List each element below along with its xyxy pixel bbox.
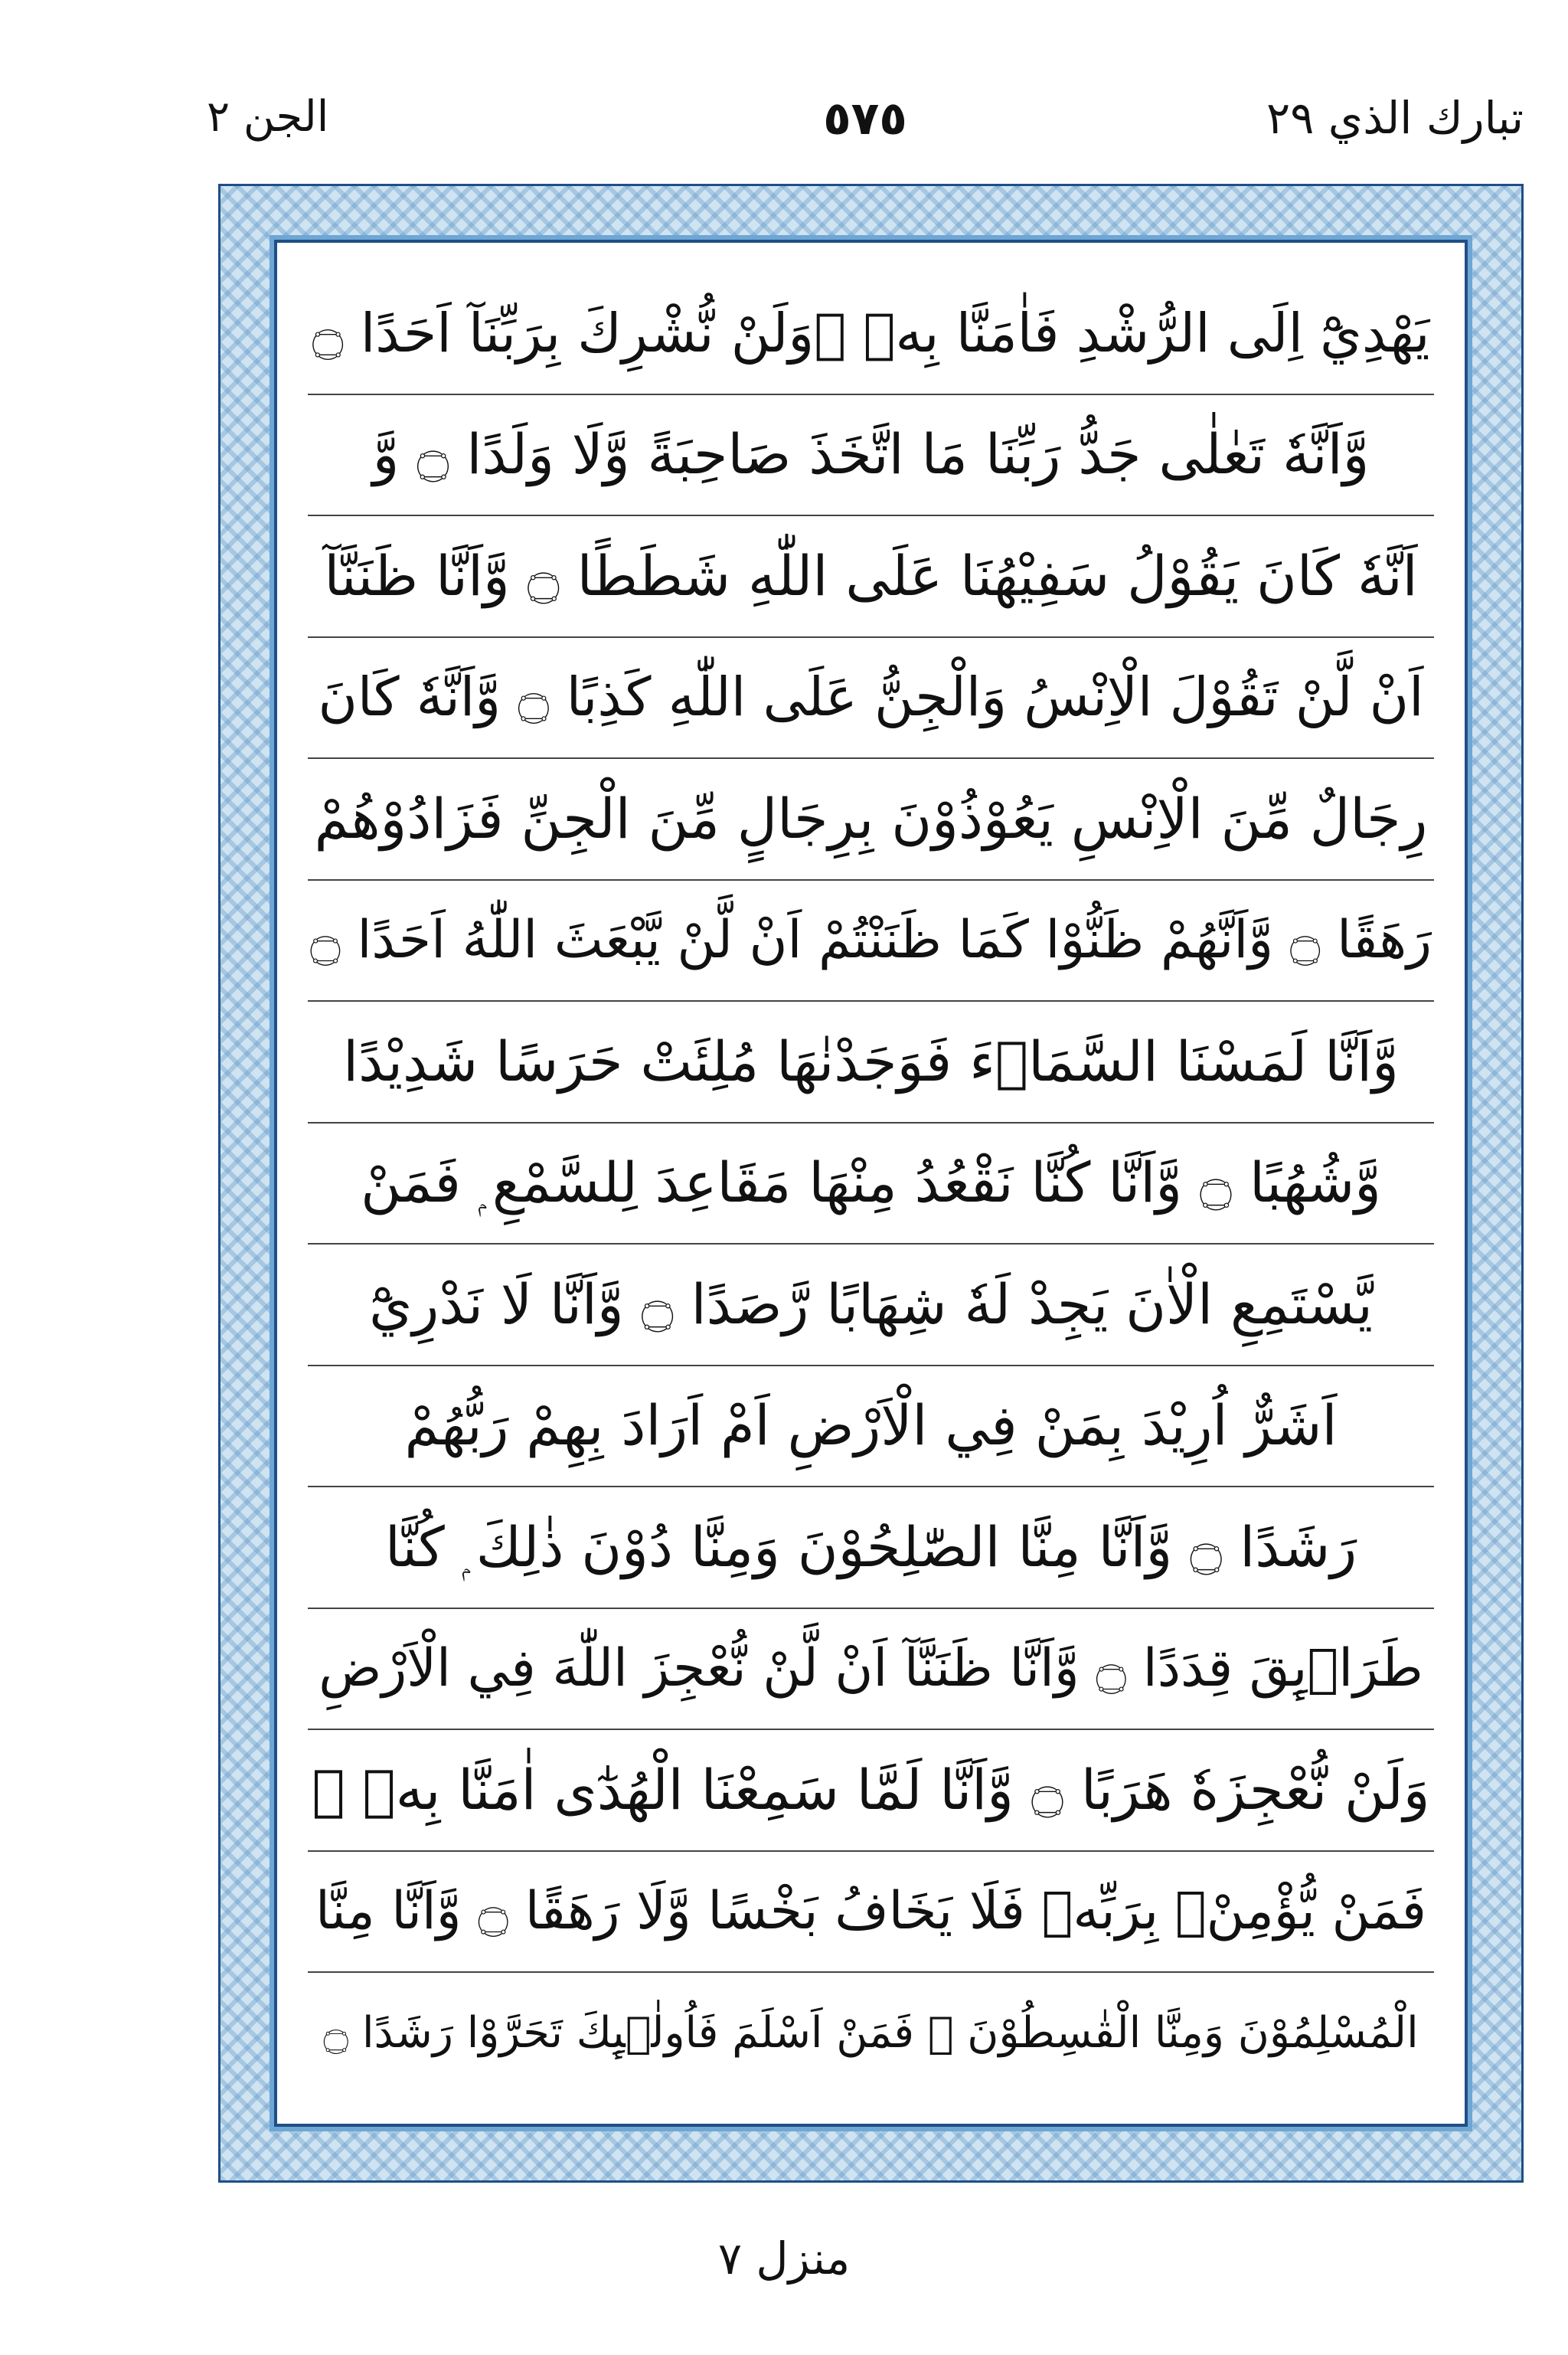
verse-line-11: رَشَدًا ۝ وَّاَنَّا مِنَّا الصّٰلِحُوْنَ وَمِنَّا دُوْنَ ذٰلِكَ ۭ كُنَّا — [308, 1487, 1434, 1609]
verse-lines — [308, 273, 1434, 2093]
verse-line-13: وَلَنْ نُّعْجِزَهٗ هَرَبًا ۝ وَّاَنَّا لَمَّا سَمِعْنَا الْهُدٰٓى اٰمَنَّا بِهٖ ۭ — [308, 1730, 1434, 1852]
verse-line-9: يَّسْتَمِعِ الْاٰنَ يَجِدْ لَهٗ شِهَابًا رَّصَدًا ۝ وَّاَنَّا لَا نَدْرِيْٓ — [308, 1245, 1434, 1366]
verse-line-10: اَشَرٌّ اُرِيْدَ بِمَنْ فِي الْاَرْضِ اَمْ اَرَادَ بِهِمْ رَبُّهُمْ — [308, 1366, 1434, 1488]
juz-name: تبارك الذي ٢٩ — [1266, 92, 1524, 144]
verse-line-5: رِجَالٌ مِّنَ الْاِنْسِ يَعُوْذُوْنَ بِرِجَالٍ مِّنَ الْجِنِّ فَزَادُوْهُمْ — [308, 759, 1434, 881]
verse-line-15: الْمُسْلِمُوْنَ وَمِنَّا الْقٰسِطُوْنَ ۭ فَمَنْ اَسْلَمَ فَاُولٰۗىِٕكَ تَحَرَّوْا رَشَدًا ۝ — [323, 2007, 1419, 2058]
verse-line-14: فَمَنْ يُّؤْمِنْۢ بِرَبِّهٖ فَلَا يَخَافُ بَخْسًا وَّلَا رَهَقًا ۝ وَّاَنَّا مِنَّا — [308, 1852, 1434, 1974]
verse-line-2: وَّاَنَّهٗ تَعٰلٰى جَدُّ رَبِّنَا مَا اتَّخَذَ صَاحِبَةً وَّلَا وَلَدًا ۝ وَّ — [308, 395, 1434, 517]
verse-line-6: رَهَقًا ۝ وَّاَنَّهُمْ ظَنُّوْا كَمَا ظَنَنْتُمْ اَنْ لَّنْ يَّبْعَثَ اللّٰهُ اَحَدًا ۝ — [308, 881, 1434, 1003]
text-panel — [274, 240, 1468, 2127]
verse-line-12: طَرَاۗىِٕقَ قِدَدًا ۝ وَّاَنَّا ظَنَنَّآ اَنْ لَّنْ نُّعْجِزَ اللّٰهَ فِي الْاَرْضِ — [308, 1609, 1434, 1731]
verse-line-8: وَّشُهُبًا ۝ وَّاَنَّا كُنَّا نَقْعُدُ مِنْهَا مَقَاعِدَ لِلسَّمْعِ ۭ فَمَنْ — [308, 1124, 1434, 1245]
page-header — [207, 92, 1524, 176]
verse-line-4: اَنْ لَّنْ تَقُوْلَ الْاِنْسُ وَالْجِنُّ عَلَى اللّٰهِ كَذِبًا ۝ وَّاَنَّهٗ كَانَ — [308, 638, 1434, 760]
page-number: ٥٧٥ — [823, 92, 907, 146]
verse-line-7: وَّاَنَّا لَمَسْنَا السَّمَاۗءَ فَوَجَدْنٰهَا مُلِئَتْ حَرَسًا شَدِيْدًا — [308, 1002, 1434, 1124]
verse-line-3: اَنَّهٗ كَانَ يَقُوْلُ سَفِيْهُنَا عَلَى اللّٰهِ شَطَطًا ۝ وَّاَنَّا ظَنَنَّآ — [308, 516, 1434, 638]
decorative-border — [218, 184, 1524, 2183]
manzil-label: منزل ٧ — [717, 2232, 851, 2285]
surah-name: الجن ٢ — [207, 92, 329, 142]
verse-line-1: يَهْدِيْٓ اِلَى الرُّشْدِ فَاٰمَنَّا بِهٖ ۭوَلَنْ نُّشْرِكَ بِرَبِّنَآ اَحَدًا ۝ — [308, 273, 1434, 395]
